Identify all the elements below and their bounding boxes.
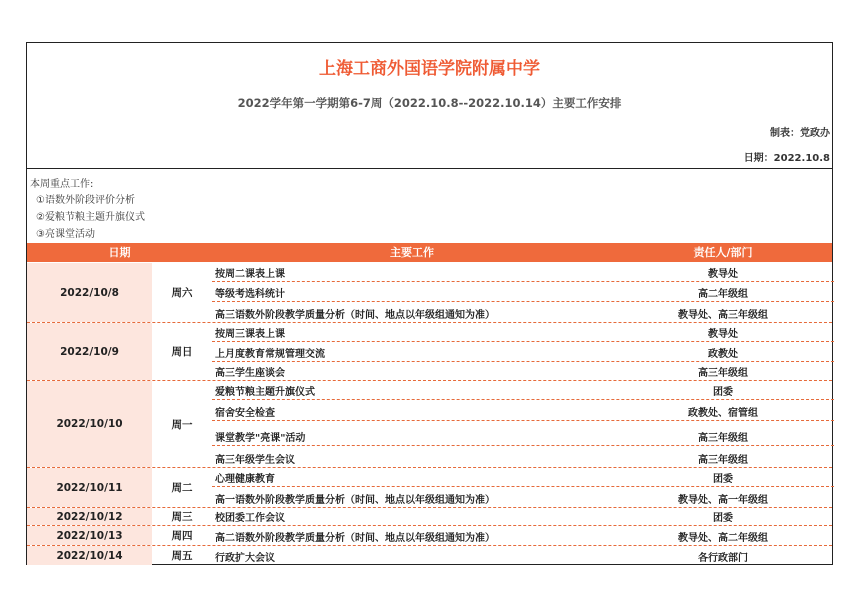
focus-item: ①语数外阶段评价分析 [36,195,135,206]
task-text: 心理健康教育 [215,474,275,485]
table-row [212,421,834,446]
responsible-text: 教导处、高三年级组 [678,310,768,321]
table-row [212,381,834,400]
weekday-cell: 周五 [171,550,193,562]
schedule-sheet [26,42,833,565]
table-row [212,546,834,565]
schedule-subtitle: 2022学年第一学期第6-7周（2022.10.8--2022.10.14）主要工作安排 [237,96,622,110]
task-text: 校团委工作会议 [215,513,285,524]
task-text: 高一语数外阶段教学质量分析（时间、地点以年级组通知为准） [215,495,495,506]
task-text: 高三学生座谈会 [215,368,285,379]
task-text: 行政扩大会议 [215,553,275,564]
task-text: 按周三课表上课 [215,329,285,340]
date-group [27,263,832,323]
responsible-text: 团委 [713,474,733,485]
responsible-text: 政教处、宿管组 [688,408,758,419]
date-label: 日期：2022.10.8 [743,153,830,164]
table-row [212,446,834,467]
column-header-task: 主要工作 [390,246,434,259]
responsible-text: 高三年级组 [698,368,748,379]
responsible-text: 高二年级组 [698,289,748,300]
focus-item: ③亮课堂活动 [36,229,95,240]
column-header-date: 日期 [108,246,131,259]
table-row [212,323,834,342]
sheet-header [27,43,832,169]
task-text: 高二语数外阶段教学质量分析（时间、地点以年级组通知为准） [215,533,495,544]
weekday-cell: 周二 [171,482,193,494]
table-row [212,342,834,362]
date-cell: 2022/10/12 [27,508,152,525]
school-name: 上海工商外国语学院附属中学 [319,59,540,79]
task-text: 上月度教育常规管理交流 [215,349,325,360]
date-group [27,323,832,381]
date-cell: 2022/10/8 [27,263,152,322]
task-text: 课堂教学"亮课"活动 [215,433,306,444]
task-text: 等级考选科统计 [215,289,285,300]
responsible-text: 教导处、高一年级组 [678,495,768,506]
task-text: 宿舍安全检查 [215,408,275,419]
table-row [212,362,834,380]
weekday-cell: 周四 [171,530,193,542]
task-text: 高三语数外阶段教学质量分析（时间、地点以年级组通知为准） [215,310,495,321]
table-row [212,526,834,545]
responsible-text: 高三年级组 [698,455,748,466]
date-group [27,526,832,546]
task-text: 按周二课表上课 [215,269,285,280]
table-row [212,508,834,525]
responsible-text: 教导处 [708,269,738,280]
weekday-cell: 周六 [171,287,193,299]
date-cell: 2022/10/9 [27,323,152,380]
table-row [212,487,834,507]
responsible-text: 教导处、高二年级组 [678,533,768,544]
task-text: 高三年级学生会议 [215,455,295,466]
date-cell: 2022/10/13 [27,526,152,545]
responsible-text: 团委 [713,513,733,524]
responsible-text: 高三年级组 [698,433,748,444]
date-group [27,381,832,468]
weekly-focus [27,172,832,242]
date-cell: 2022/10/14 [27,546,152,565]
focus-item: ②爱粮节粮主题升旗仪式 [36,212,145,223]
weekly-focus-title: 本周重点工作: [30,179,94,190]
weekday-cell: 周三 [171,511,193,523]
column-header-responsible: 责任人/部门 [693,246,753,259]
task-text: 爱粮节粮主题升旗仪式 [215,387,315,398]
table-row [212,263,834,282]
date-cell: 2022/10/10 [27,381,152,467]
date-cell: 2022/10/11 [27,468,152,507]
weekday-cell: 周日 [171,346,193,358]
responsible-text: 团委 [713,387,733,398]
maker-label: 制表：党政办 [770,128,830,139]
responsible-text: 政教处 [708,349,738,360]
table-header [27,243,832,262]
responsible-text: 教导处 [708,329,738,340]
table-row [212,468,834,487]
date-group [27,508,832,526]
table-row [212,400,834,421]
date-group [27,546,832,565]
responsible-text: 各行政部门 [698,553,748,564]
weekday-cell: 周一 [171,418,193,431]
date-group [27,468,832,508]
table-row [212,282,834,302]
table-row [212,302,834,322]
